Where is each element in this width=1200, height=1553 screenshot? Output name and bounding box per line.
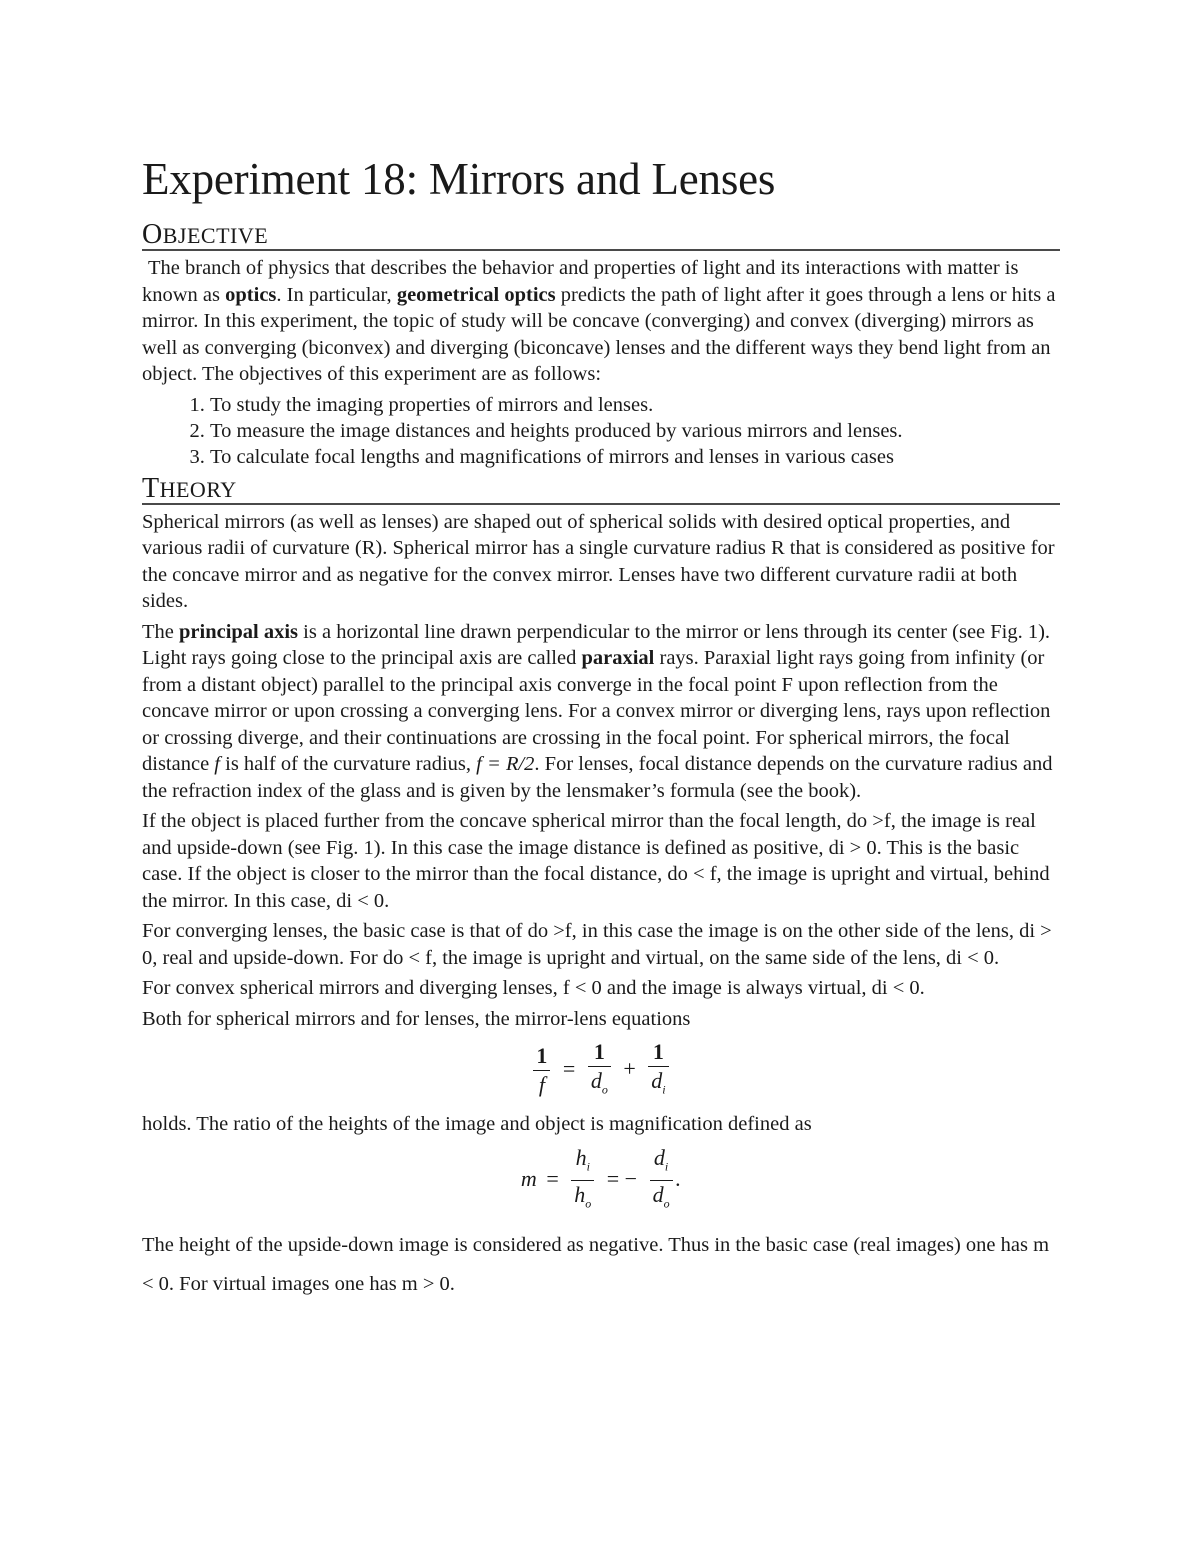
objective-heading-rest: BJECTIVE [162,223,269,248]
theory-p2-text-5: . For lenses, focal distance depends on the curvature radius and the refraction index of the glass and is given by the lensmaker’s formula (see the book). [142,753,1053,802]
fraction-one-over-f [533,1042,550,1099]
eq2-h-top: h [575,1144,587,1170]
objective-heading-initial: O [142,219,163,250]
equals-minus-sign: = − [606,1165,638,1191]
eq2-h-bottom-sub: o [585,1196,592,1211]
theory-p2-text-1: The [142,620,179,643]
theory-heading-rest: HEORY [159,476,237,502]
eq2-d-top: d [653,1144,665,1170]
objective-paragraph [142,255,1060,388]
eq2-d-top-sub: i [664,1159,669,1174]
symbol-f: f [214,753,220,775]
theory-paragraph-3: If the object is placed further from the concave spherical mirror than the focal length, do >f, the image is real and upside-down (see Fig. 1). In this case the image distance is defined as positive, di > 0. This is the basic case. If the object is closer to the mirror than the focal distance, do < f, the image is upright and virtual, behind the mirror. In this case, di < 0. [142,810,1050,912]
eq1-t1-d: d [590,1068,602,1093]
list-item: 3. To calculate focal lengths and magnifications of mirrors and lenses in various cases [210,444,1060,470]
equals-sign: = [562,1055,576,1081]
eq2-m: m [520,1165,537,1191]
eq1-denominator: f [538,1072,545,1098]
theory-heading [142,472,1060,505]
eq2-d-bottom: d [652,1182,664,1208]
term-geometrical-optics: geometrical optics [396,283,556,306]
list-item: 1. To study the imaging properties of mirrors and lenses. [210,392,1060,418]
eq2-f2-numerator [650,1144,673,1181]
fraction-di-over-do [650,1144,673,1218]
page-title: Experiment 18: Mirrors and Lenses [142,154,776,204]
eq1-numerator: 1 [533,1042,550,1071]
objective-text-2: . In particular, [276,283,397,306]
list-item: 2. To measure the image distances and heights produced by various mirrors and lenses. [210,418,1060,444]
eq1-t2-numerator: 1 [648,1038,668,1067]
eq2-period: . [675,1165,682,1191]
fraction-one-over-di [648,1038,668,1103]
fraction-one-over-do [588,1038,611,1103]
eq2-h-top-sub: i [586,1159,590,1174]
eq1-t2-sub: i [662,1082,666,1097]
theory-paragraph-7: holds. The ratio of the heights of the image and object is magnification defined as [142,1113,812,1136]
theory-heading-initial: T [142,472,160,504]
fraction-hi-over-ho [571,1144,594,1218]
eq1-t2-denominator [648,1067,668,1103]
theory-paragraph-8: The height of the upside-down image is considered as negative. Thus in the basic case (real images) one has m < 0. For virtual images one has m > 0. [142,1233,1050,1295]
term-principal-axis: principal axis [179,620,299,643]
theory-paragraph-4: For converging lenses, the basic case is that of do >f, in this case the image is on the other side of the lens, di > 0, real and upside-down. For do < f, the image is upright and virtual, on the same side of the lens, di < 0. [142,920,1052,969]
theory-paragraph-5: For convex spherical mirrors and diverging lenses, f < 0 and the image is always virtual, di < 0. [142,977,925,999]
term-paraxial: paraxial [581,647,655,669]
theory-paragraph-1: Spherical mirrors (as well as lenses) are shaped out of spherical solids with desired optical properties, and various radii of curvature (R). Spherical mirror has a single curvature radius R that is considered as positive for the concave mirror and as negative for the convex mirror. Lenses have two different curvature radii at both sides. [142,510,1055,612]
eq1-t1-sub: o [601,1082,608,1097]
magnification-equation [142,1144,1060,1218]
eq1-t1-numerator: 1 [588,1038,611,1067]
document-page [142,150,1060,1308]
theory-p2-text-4: is half of the curvature radius, [220,753,477,775]
mirror-lens-equation [142,1038,1060,1103]
term-optics: optics [225,283,277,306]
objective-text-3: predicts the path of light after it goes through a lens or hits a mirror. In this experiment, the topic of study will be concave (converging) and convex (diverging) mirrors as well as converging (biconvex) and diverging (biconcave) lenses and the different ways they bend light from an object. The objectives of this experiment are as follows: [142,283,1056,385]
theory-paragraph-6: Both for spherical mirrors and for lenses, the mirror-lens equations [142,1007,691,1030]
objectives-list [142,392,1060,470]
eq2-f1-denominator [571,1181,594,1217]
theory-p2-text-2: is a horizontal line drawn perpendicular to the mirror or lens through its center (see Fig. 1). Light rays going close to the principal axis are called [142,620,1051,669]
focal-formula: f = R/2 [476,753,535,775]
eq1-t2-d: d [651,1068,663,1093]
plus-sign: + [623,1055,636,1081]
theory-p2-text-3: rays. Paraxial light rays going from infinity (or from a distant object) parallel to the principal axis converge in the focal point F upon reflection from the concave mirror or upon crossing a converging lens. For a convex mirror or diverging lens, rays upon reflection or crossing diverge, and their continuations are crossing in the focal point. For spherical mirrors, the focal distance [142,647,1051,775]
eq2-d-bottom-sub: o [663,1196,670,1211]
eq1-t1-denominator [588,1067,611,1103]
eq2-f1-numerator [571,1144,594,1181]
equals-sign: = [546,1165,559,1191]
eq2-h-bottom: h [574,1182,586,1208]
objective-heading [142,219,1060,251]
eq2-f2-denominator [650,1181,673,1217]
theory-paragraph-2 [142,619,1060,805]
objective-text-1: The branch of physics that describes the behavior and properties of light and its interactions with matter is known as [142,257,1019,306]
